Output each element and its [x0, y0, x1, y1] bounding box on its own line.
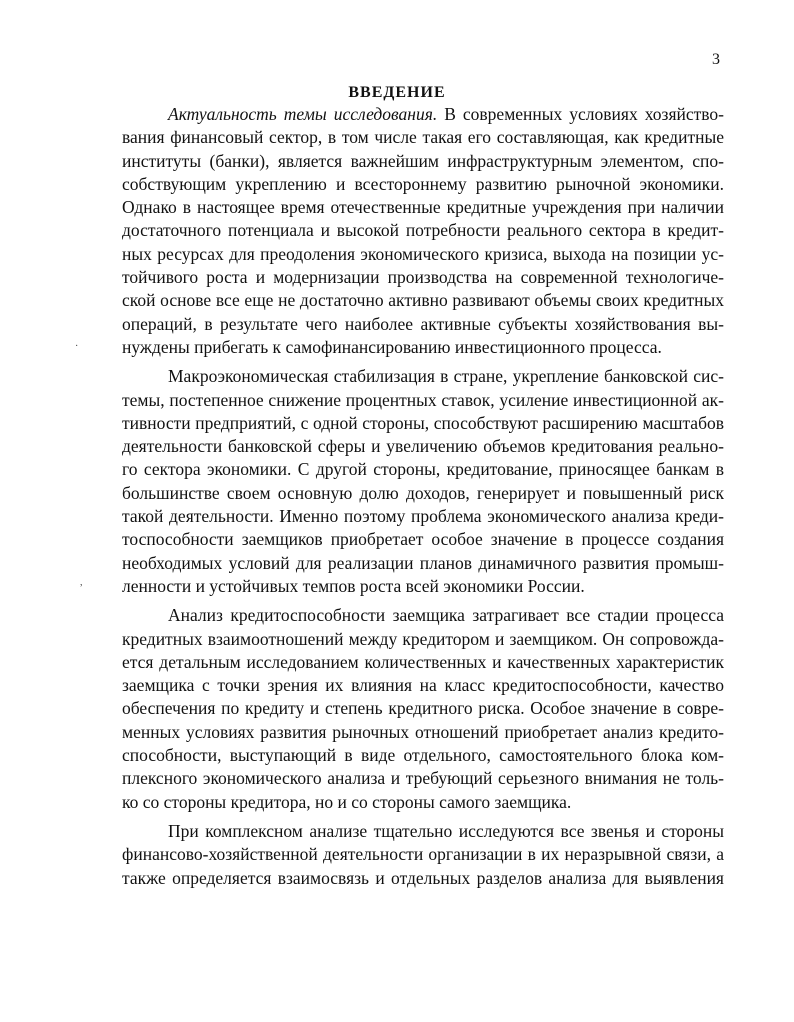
text-line: ской основе все еще не достаточно активно развивают объемы своих кредитных	[122, 290, 724, 311]
scan-speck: ·	[75, 341, 79, 352]
paragraph	[122, 820, 724, 890]
text-line: финансово-хозяйственной деятельности организации в их неразрывной связи, а	[122, 844, 724, 865]
text-line: институты (банки), является важнейшим инфраструктурным элементом, спо-	[122, 150, 724, 171]
text-line: деятельности банковской сферы и увеличению объемов кредитования реально-	[122, 436, 724, 457]
text-line: тоспособности заемщиков приобретает особое значение в процессе создания	[122, 529, 724, 550]
text-line: нуждены прибегать к самофинансированию инвестиционного процесса.	[122, 336, 662, 357]
text-line: Макроэкономическая стабилизация в стране, укрепление банковской сис-	[168, 366, 724, 387]
text-line: Анализ кредитоспособности заемщика затрагивает все стадии процесса	[168, 605, 724, 626]
text-line: операций, в результате чего наиболее активные субъекты хозяйствования вы-	[122, 313, 724, 334]
text-line: заемщика с точки зрения их влияния на класс кредитоспособности, качество	[122, 675, 724, 696]
paragraph	[122, 604, 724, 814]
scan-speck: ,	[80, 577, 83, 588]
text-line: ко со стороны кредитора, но и со стороны самого заемщика.	[122, 791, 572, 812]
text-line: кредитных взаимоотношений между кредитором и заемщиком. Он сопровожда-	[122, 628, 724, 649]
text-line-rest: В современных условиях хозяйство-	[437, 104, 725, 124]
text-line: собствующим укреплению и всестороннему развитию рыночной экономики.	[122, 173, 724, 194]
text-line: способности, выступающий в виде отдельного, самостоятельного блока ком-	[122, 745, 724, 766]
page-number: 3	[712, 51, 720, 68]
paragraph	[122, 103, 724, 359]
text-line: Однако в настоящее время отечественные кредитные учреждения при наличии	[122, 197, 724, 218]
text-line: необходимых условий для реализации планов динамичного развития промыш-	[122, 552, 724, 573]
text-line: вания финансовый сектор, в том числе такая его составляющая, как кредитные	[122, 127, 724, 148]
lead-phrase: Актуальность темы исследования.	[168, 104, 438, 124]
text-line: ленности и устойчивых темпов роста всей экономики России.	[122, 575, 585, 596]
text-line: такой деятельности. Именно поэтому проблема экономического анализа креди-	[122, 506, 724, 527]
text-line: го сектора экономики. С другой стороны, кредитование, приносящее банкам в	[122, 459, 724, 480]
text-line: тойчивого роста и модернизации производства на современной технологиче-	[122, 267, 724, 288]
text-line	[122, 103, 724, 126]
paragraph	[122, 365, 724, 598]
text-line: обеспечения по кредиту и степень кредитного риска. Особое значение в совре-	[122, 698, 724, 719]
text-line: большинстве своем основную долю доходов, генерирует и повышенный риск	[122, 482, 724, 503]
text-line: менных условиях развития рыночных отношений приобретает анализ кредито-	[122, 721, 724, 742]
text-line: тивности предприятий, с одной стороны, способствуют расширению масштабов	[122, 412, 724, 433]
text-line: достаточного потенциала и высокой потребности реального сектора в кредит-	[122, 220, 724, 241]
text-line: также определяется взаимосвязь и отдельных разделов анализа для выявления	[122, 867, 724, 888]
text-line: плексного экономического анализа и требующий серьезного внимания не толь-	[122, 768, 724, 789]
text-line: При комплексном анализе тщательно исследуются все звенья и стороны	[168, 820, 724, 841]
body-text	[122, 103, 724, 896]
text-line: темы, постепенное снижение процентных ставок, усиление инвестиционной ак-	[122, 389, 724, 410]
text-line: ных ресурсах для преодоления экономического кризиса, выхода на позиции ус-	[122, 243, 724, 264]
section-heading: ВВЕДЕНИЕ	[348, 84, 446, 101]
text-line: ется детальным исследованием количественных и качественных характеристик	[122, 651, 724, 672]
